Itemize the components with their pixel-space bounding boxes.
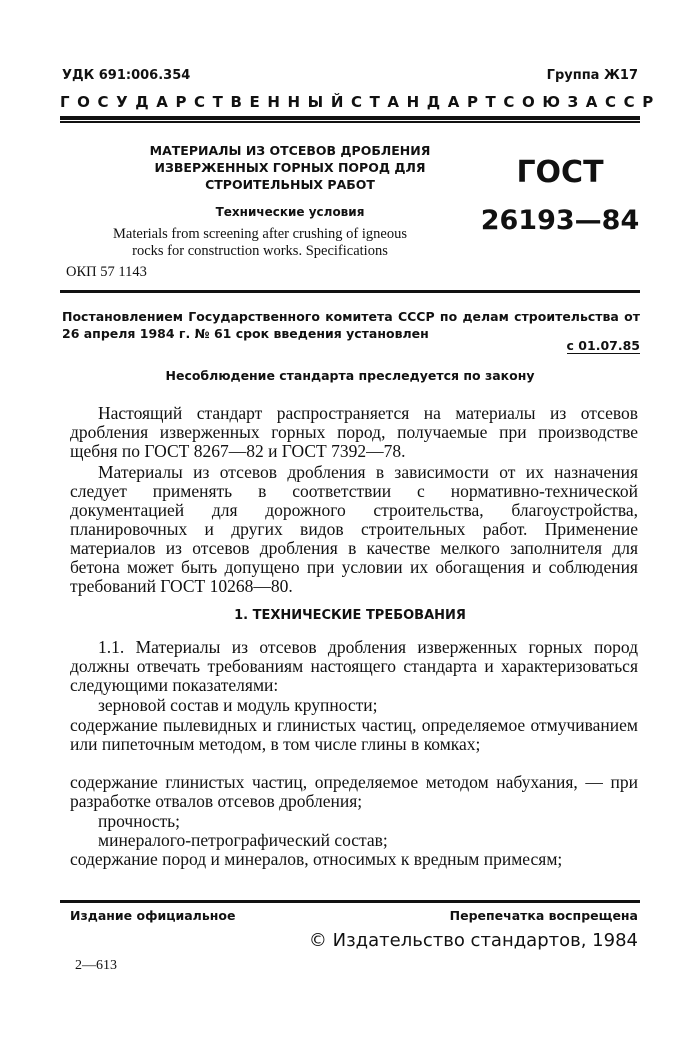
- reprint-notice: Перепечатка воспрещена: [449, 908, 638, 923]
- title-line: МАТЕРИАЛЫ ИЗ ОТСЕВОВ ДРОБЛЕНИЯ: [149, 143, 431, 158]
- group-code: Группа Ж17: [546, 68, 638, 83]
- copyright: © Издательство стандартов, 1984: [308, 930, 638, 951]
- requirement-item: содержание глинистых частиц, определяемое методом набухания, — при разработке отвалов отсевов дробления;: [70, 772, 638, 811]
- header-rule: [60, 116, 640, 120]
- okp-code: ОКП 57 1143: [66, 264, 147, 280]
- title-rule: [60, 290, 640, 293]
- banner-word: ССР: [605, 93, 661, 111]
- tech-conditions: Технические условия: [215, 205, 365, 219]
- requirement-item: 1.1. Материалы из отсевов дробления изверженных горных пород должны отвечать требованиям настоящего стандарта и характеризоваться следующими показателями:: [70, 637, 638, 695]
- banner-word: ГОСУДАРСТВЕННЫЙ: [60, 93, 351, 111]
- requirement-item: содержание пылевидных и глинистых частиц, определяемое отмучиванием или пипеточным методом, в том числе глины в комках;: [70, 715, 638, 754]
- noncompliance-notice: Несоблюдение стандарта преследуется по закону: [165, 368, 535, 383]
- requirement-item: прочность;: [98, 811, 181, 831]
- footer-rule: [60, 900, 640, 903]
- banner-word: СТАНДАРТ: [350, 93, 504, 111]
- intro-paragraph: Настоящий стандарт распространяется на материалы из отсевов дробления изверженных горных пород, получаемые при производстве щебня по ГОСТ 8267—82 и ГОСТ 7392—78.: [70, 403, 638, 461]
- english-title: [65, 226, 455, 260]
- requirement-item: содержание пород и минералов, относимых к вредным примесям;: [70, 849, 563, 869]
- header-rule-thin: [60, 121, 640, 123]
- title-line: ИЗВЕРЖЕННЫХ ГОРНЫХ ПОРОД ДЛЯ: [154, 160, 426, 175]
- document-title: [120, 142, 460, 193]
- standard-banner: [60, 93, 661, 111]
- requirement-item: минералого-петрографический состав;: [98, 830, 388, 850]
- section-title: 1. ТЕХНИЧЕСКИЕ ТРЕБОВАНИЯ: [234, 608, 466, 623]
- header-row: [62, 68, 638, 83]
- english-title-line: Materials from screening after crushing of igneous: [113, 226, 407, 242]
- official-edition: Издание официальное: [70, 908, 236, 923]
- gost-label: ГОСТ: [516, 155, 604, 190]
- decree-text: Постановлением Государственного комитета СССР по делам строительства от 26 апреля 1984 г. № 61 срок введения установлен: [62, 309, 640, 341]
- udk-code: УДК 691:006.354: [62, 68, 191, 83]
- page-number: 2—613: [75, 958, 117, 973]
- banner-word: СОЮЗА: [503, 93, 606, 111]
- requirement-item: зерновой состав и модуль крупности;: [98, 695, 378, 715]
- gost-number: 26193—84: [480, 205, 640, 236]
- intro-paragraph: Материалы из отсевов дробления в зависимости от их назначения следует применять в соответствии с нормативно-технической документацией для дорожного строительства, благоустройства, планировочных и других видов строительных работ. Применение материалов из отсевов дробления в качестве мелкого заполнителя для бетона может быть допущено при условии их обогащения и соблюдения требований ГОСТ 10268—80.: [70, 462, 638, 596]
- title-line: СТРОИТЕЛЬНЫХ РАБОТ: [205, 177, 375, 192]
- english-title-line: rocks for construction works. Specifications: [132, 243, 388, 259]
- effective-date: с 01.07.85: [566, 338, 640, 353]
